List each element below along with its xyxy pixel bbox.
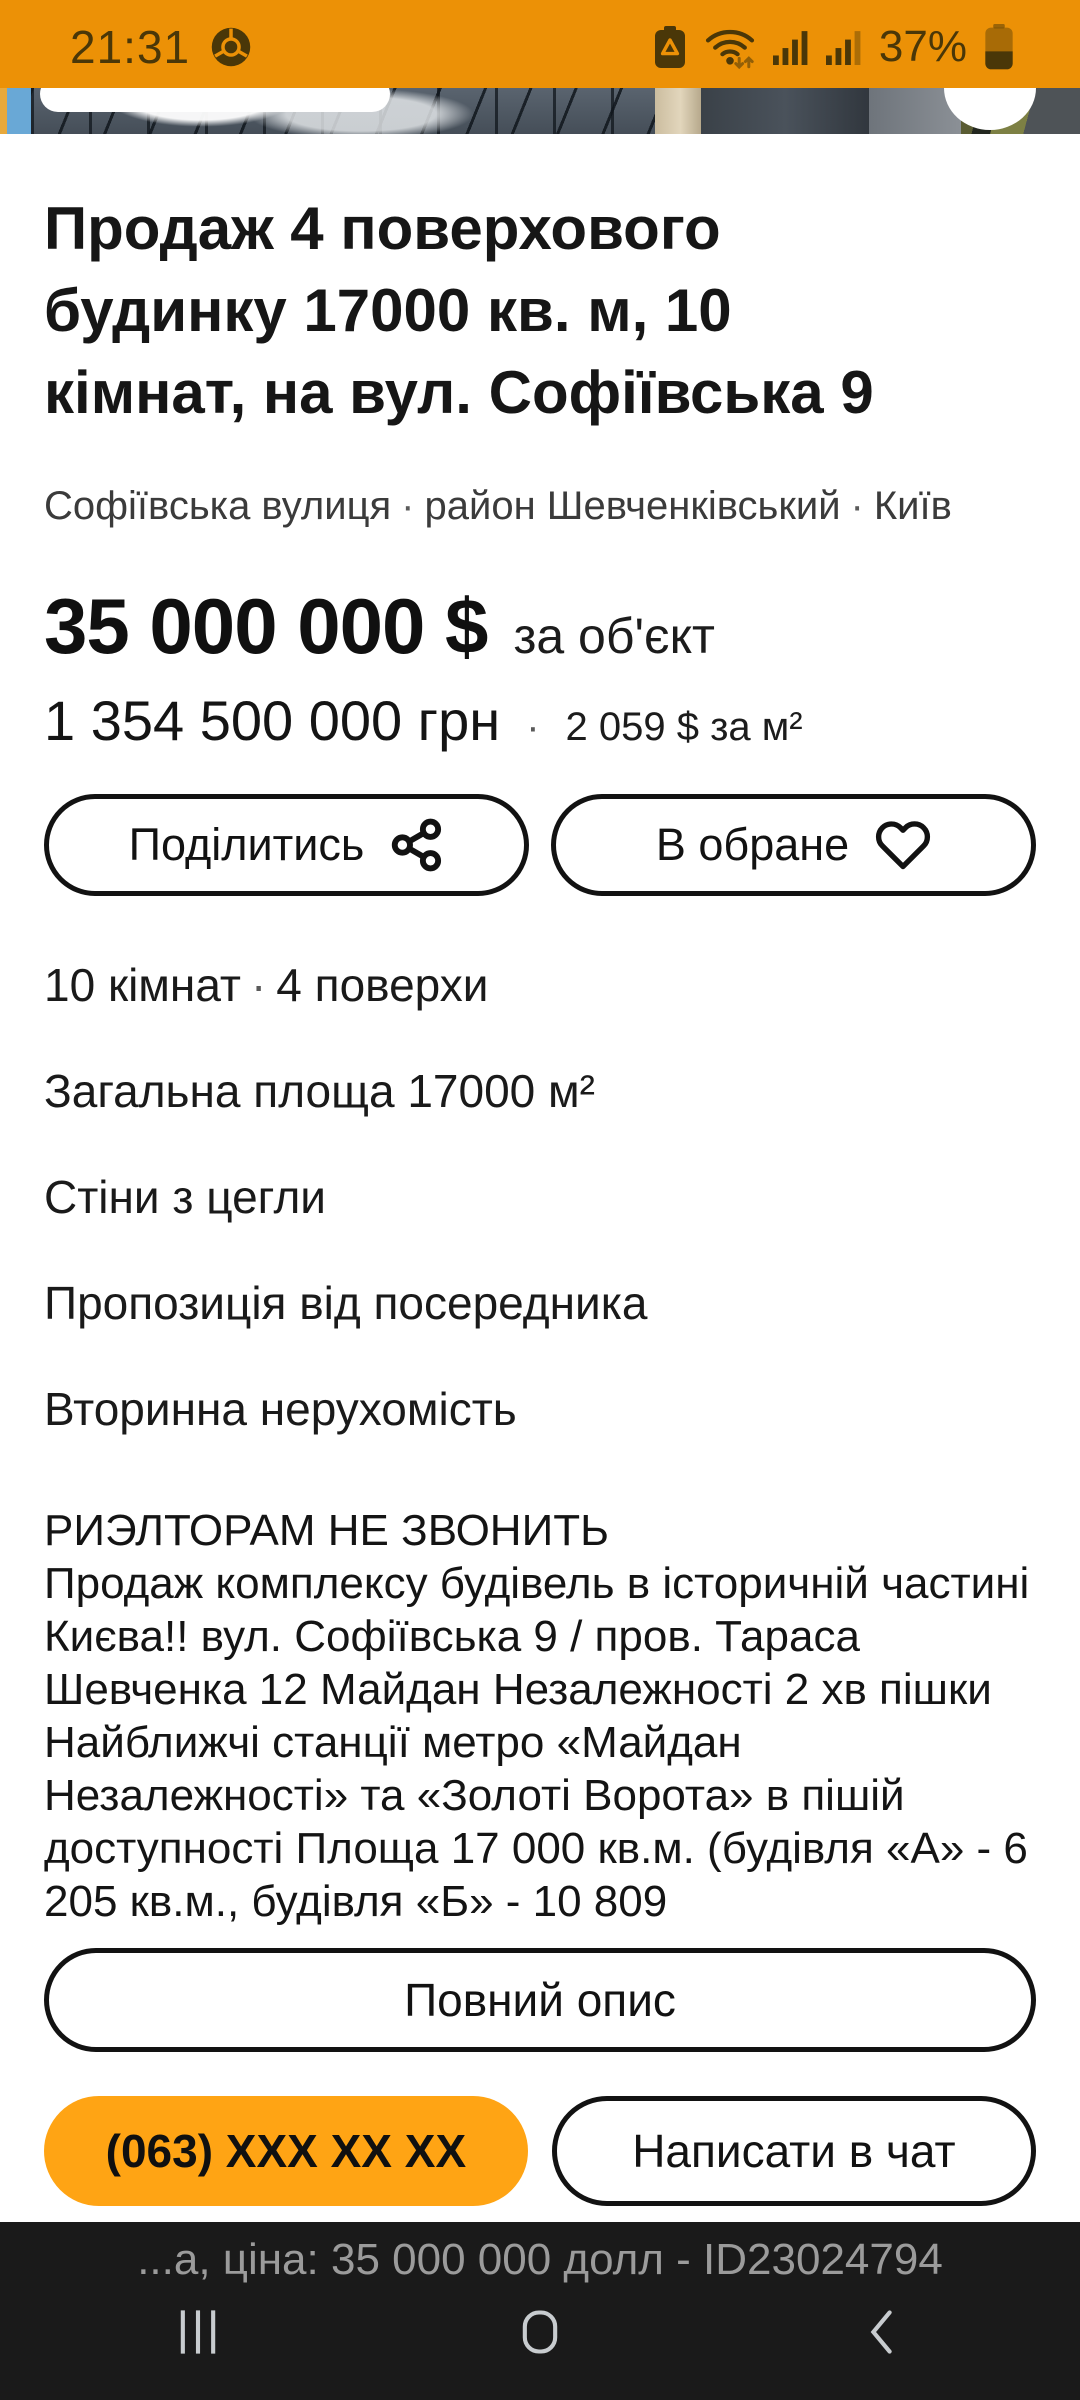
description-body: Продаж комплексу будівель в історичній частині Києва!! вул. Софіївська 9 / пров. Тараса Шевченка 12 Майдан Незалежності 2 хв пішки Найближчі станції метро «Майдан Незалежності» та «Золоті Ворота» в пішій доступності Площа 17 000 кв.м. (будівля «А» - 6 205 кв.м., будівля «Б» - 10 809 [44,1559,1030,1926]
nav-back-button[interactable] [842,2292,922,2372]
back-icon [856,2306,908,2358]
price-row-usd [44,580,1036,682]
listing-title: Продаж 4 поверхового будинку 17000 кв. м, 10 кімнат, на вул. Софіївська 9 [44,195,874,426]
photo-beige-column [655,88,701,134]
android-nav-bar [0,2286,1080,2378]
detail-total-area: Загальна площа 17000 м² [44,1065,595,1117]
detail-walls: Стіни з цегли [44,1171,326,1223]
listing-location [44,478,974,534]
listing-summary [44,958,1036,1012]
detail-market-type: Вторинна нерухомість [44,1383,517,1435]
heart-icon [875,817,931,873]
status-bar-right [653,22,1014,72]
ticker-text: ...а, ціна: 35 000 000 долл - ID23024794 [137,2235,943,2284]
full-description-label: Повний опис [404,1974,676,2026]
favorite-button-label: В обране [655,819,850,870]
favorite-button[interactable] [551,794,1036,896]
price-uah: 1 354 500 000 грн [44,689,501,752]
detail-offer-type: Пропозиція від посередника [44,1277,648,1329]
photo-sky [7,88,31,134]
price-row-uah [44,688,1036,760]
phone-number-label: (063) XXX XX XX [105,2125,467,2177]
share-button-label: Поділитись [128,819,365,870]
listing-content [0,188,1080,2206]
chrome-icon [210,26,252,68]
nav-recents-button[interactable] [158,2292,238,2372]
description-headline: РИЭЛТОРАМ НЕ ЗВОНИТЬ [44,1506,609,1555]
cta-row [44,2096,1036,2206]
clock: 21:31 [70,21,191,73]
location-city: Київ [873,484,952,528]
chat-button[interactable] [552,2096,1036,2206]
battery-percent: 37% [878,22,967,71]
dot-separator: · [401,484,415,528]
status-bar [0,0,1080,88]
photo-dark-glass [701,88,869,134]
summary-rooms: 10 кімнат [44,959,241,1011]
listing-photo[interactable] [0,88,1080,134]
share-icon [390,818,444,872]
signal-icon-2 [826,28,862,66]
call-phone-button[interactable] [44,2096,528,2206]
price-per-m2: 2 059 $ за м² [565,705,803,749]
status-bar-left [70,20,252,74]
location-district: район Шевченківський [424,484,841,528]
photo-counter-pill [40,88,390,112]
photo-amber-sliver [0,88,7,134]
home-icon [514,2306,566,2358]
chat-button-label: Написати в чат [632,2125,956,2177]
battery-icon [984,24,1014,70]
bottom-bar [0,2222,1080,2400]
dot-separator: · [250,959,267,1011]
summary-floors: 4 поверхи [276,959,489,1011]
recents-icon [172,2306,224,2358]
battery-saver-icon [653,25,687,69]
listing-description [44,1504,1036,1928]
wifi-icon [704,24,756,70]
share-button[interactable] [44,794,529,896]
signal-icon [773,28,809,66]
price-usd-suffix: за об'єкт [513,608,715,664]
location-street: Софіївська вулиця [44,484,392,528]
full-description-button[interactable] [44,1948,1036,2052]
nav-home-button[interactable] [500,2292,580,2372]
dot-separator: · [526,705,540,749]
action-row [44,794,1036,896]
price-usd: 35 000 000 $ [44,582,488,670]
dot-separator: · [850,484,864,528]
